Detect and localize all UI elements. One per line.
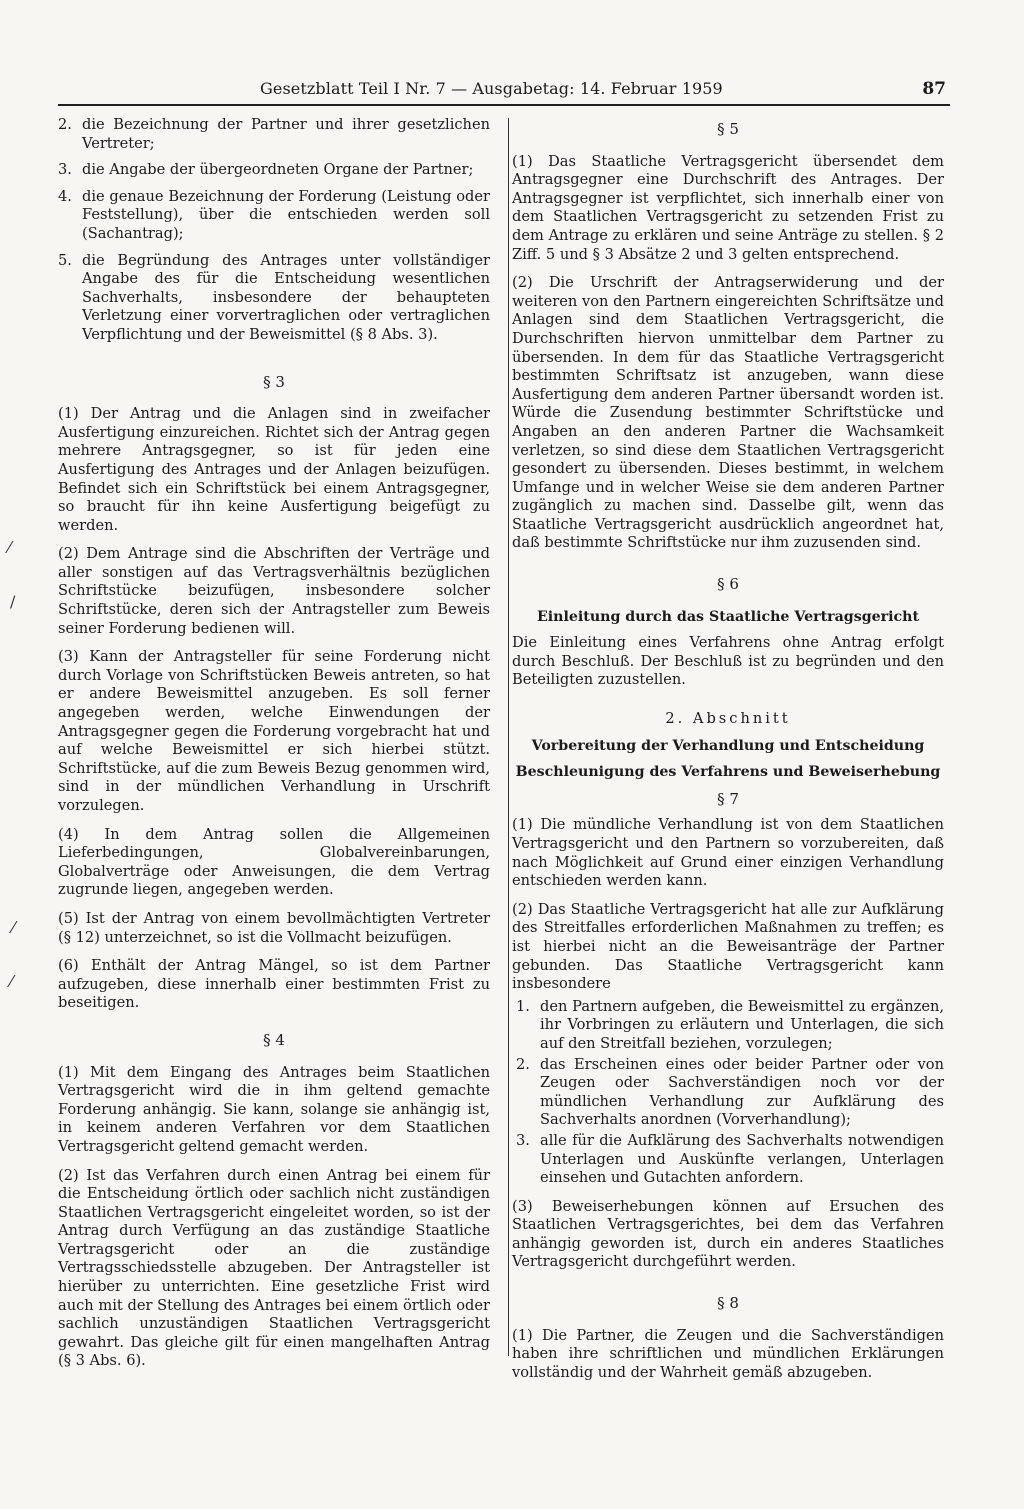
margin-tick-mark: / bbox=[10, 592, 16, 611]
paragraph: (3) Beweiserhebungen können auf Ersuchen des Staatlichen Vertragsgerichtes, bei dem das Verfahren anhängig geworden ist, durch ein anderes Staatliches Vertragsgericht durchgeführt werden. bbox=[512, 1197, 944, 1271]
header-rule bbox=[58, 104, 950, 106]
list-item: 1. den Partnern aufgeben, die Beweismittel zu ergänzen, ihr Vorbringen zu erläutern und Unterlagen, die sich auf den Streitfall beziehen, vorzulegen; bbox=[516, 997, 944, 1052]
margin-tick-mark: ⁄ bbox=[8, 538, 11, 557]
left-column bbox=[58, 116, 490, 1381]
paragraph: (1) Der Antrag und die Anlagen sind in zweifacher Ausfertigung einzureichen. Richtet sich der Antrag gegen mehrere Antragsgegner, so ist für jeden eine Ausfertigung des Antrages und der Anlagen beizufügen. Befindet sich ein Schriftstück bei einem Antragsgegner, so braucht für ihn keine Ausfertigung beigefügt zu werden. bbox=[58, 405, 490, 534]
right-column bbox=[512, 116, 944, 1392]
paragraph: Die Einleitung eines Verfahrens ohne Antrag erfolgt durch Beschluß. Der Beschluß ist zu begründen und den Beteiligten zuzustellen. bbox=[512, 634, 944, 689]
header-title: Gesetzblatt Teil I Nr. 7 — Ausgabetag: 14. Februar 1959 bbox=[260, 79, 723, 98]
list-item: 3. alle für die Aufklärung des Sachverhalts notwendigen Unterlagen und Auskünfte verlangen, Unterlagen einsehen und Gutachten anfordern. bbox=[516, 1131, 944, 1187]
page-number: 87 bbox=[922, 79, 946, 99]
list-item: 3. die Angabe der übergeordneten Organe der Partner; bbox=[58, 161, 474, 179]
paragraph: (3) Kann der Antragsteller für seine Forderung nicht durch Vorlage von Schriftstücken Beweis antreten, so hat er andere Beweismittel anzugeben. Es soll ferner angegeben werden, welche Einwendungen der Antragsgegner gegen die Forderung vorgebracht hat und auf welche Beweismittel er sich hierbei stützt. Schriftstücke, auf die zum Beweis Bezug genommen wird, sind in der mündlichen Verhandlung in Urschrift vorzulegen. bbox=[58, 648, 490, 814]
section-sign-8: § 8 bbox=[717, 1294, 739, 1313]
chapter-heading: Vorbereitung der Verhandlung und Entscheidung bbox=[531, 737, 925, 754]
paragraph: (2) Die Urschrift der Antragserwiderung und der weiteren von den Partnern eingereichten Schriftsätze und Anlagen sind dem Staatlichen Vertragsgericht, die Durchschriften hiervon unmittelbar dem Partner zu übersenden. In dem für das Staatliche Vertragsgericht bestimmten Schriftsatz ist anzugeben, wann diese Ausfertigung dem anderen Partner übersandt worden ist. Würde die Zusendung bestimmter Schriftstücke und Angaben an den anderen Partner die Wachsamkeit verletzen, so sind diese dem Staatlichen Vertragsgericht gesondert zu übersenden. Dieses bestimmt, in welchem Umfange und in welcher Weise sie dem anderen Partner zugänglich zu machen sind. Dasselbe gilt, wenn das Staatliche Vertragsgericht ausdrücklich angeordnet hat, daß bestimmte Schriftstücke nur ihm zuzusenden sind. bbox=[512, 274, 944, 552]
section-sign-7: § 7 bbox=[717, 789, 739, 808]
margin-tick-mark: ⁄ bbox=[10, 972, 13, 991]
list-item: 2. das Erscheinen eines oder beider Partner oder von Zeugen oder Sachverständigen noch vor der mündlichen Verhandlung zur Aufklärung des Sachverhalts anordnen (Vorverhandlung); bbox=[516, 1055, 944, 1129]
list-item: 5. die Begründung des Antrages unter vollständiger Angabe des für die Entscheidung wesentlichen Sachverhalts, insbesondere der behaupteten Verletzung einer vorvertraglichen oder vertraglichen Verpflichtung und der Beweismittel (§ 8 Abs. 3). bbox=[58, 251, 490, 343]
margin-tick-mark: ⁄ bbox=[12, 918, 15, 937]
paragraph: (5) Ist der Antrag von einem bevollmächtigten Vertreter (§ 12) unterzeichnet, so ist die Vollmacht beizufügen. bbox=[58, 909, 490, 946]
section-sign-5: § 5 bbox=[717, 120, 739, 138]
column-divider bbox=[508, 118, 509, 1356]
paragraph: (1) Die Partner, die Zeugen und die Sachverständigen haben ihre schriftlichen und mündlichen Erklärungen vollständig und der Wahrheit gemäß abzugeben. bbox=[512, 1326, 944, 1381]
list-item: 4. die genaue Bezeichnung der Forderung (Leistung oder Feststellung), über die entschieden werden soll (Sachantrag); bbox=[58, 187, 490, 242]
paragraph: (2) Dem Antrage sind die Abschriften der Verträge und aller sonstigen auf das Vertragsverhältnis bezüglichen Schriftstücke beizufügen, insbesondere solcher Schriftstücke, deren sich der Antragsteller zum Beweis seiner Forderung bedienen will. bbox=[58, 545, 490, 637]
paragraph: (2) Ist das Verfahren durch einen Antrag bei einem für die Entscheidung örtlich oder sachlich nicht zuständigen Staatlichen Vertragsgericht eingeleitet worden, so ist der Antrag durch Verfügung an das zuständige Staatliche Vertragsgericht oder an die zuständige Vertragsschiedsstelle abzugeben. Der Antragsteller ist hierüber zu unterrichten. Eine gesetzliche Frist wird auch mit der Stellung des Antrages bei einem örtlich oder sachlich unzuständigen Staatlichen Vertragsgericht gewahrt. Das gleiche gilt für einen mangelhaften Antrag (§ 3 Abs. 6). bbox=[58, 1166, 490, 1370]
chapter-label: 2. Abschnitt bbox=[665, 710, 791, 728]
list-item: 2. die Bezeichnung der Partner und ihrer gesetzlichen Vertreter; bbox=[58, 116, 490, 152]
paragraph: (1) Mit dem Eingang des Antrages beim Staatlichen Vertragsgericht wird die in ihm geltend gemachte Forderung anhängig. Sie kann, solange sie anhängig ist, in keinem anderen Verfahren vor dem Staatlichen Vertragsgericht geltend gemacht werden. bbox=[58, 1063, 490, 1155]
page-header bbox=[260, 76, 950, 102]
section-sign-3: § 3 bbox=[263, 372, 285, 391]
paragraph: (2) Das Staatliche Vertragsgericht hat alle zur Aufklärung des Streitfalles erforderlichen Maßnahmen zu treffen; es ist hierbei nicht an die Beweisanträge der Partner gebunden. Das Staatliche Vertragsgericht kann insbesondere bbox=[512, 900, 944, 993]
chapter-subheading: Beschleunigung des Verfahrens und Beweiserhebung bbox=[515, 764, 941, 781]
section-sign-4: § 4 bbox=[263, 1030, 285, 1049]
section-heading: Einleitung durch das Staatliche Vertragsgericht bbox=[536, 608, 920, 625]
section-sign-6: § 6 bbox=[717, 575, 739, 594]
paragraph: (6) Enthält der Antrag Mängel, so ist dem Partner aufzugeben, diese innerhalb einer bestimmten Frist zu beseitigen. bbox=[58, 957, 490, 1012]
paragraph: (1) Das Staatliche Vertragsgericht übersendet dem Antragsgegner eine Durchschrift des Antrages. Der Antragsgegner ist verpflichtet, sich innerhalb einer von dem Staatlichen Vertragsgericht zu setzenden Frist zu dem Antrage zu erklären und seine Anträge zu stellen. § 2 Ziff. 5 und § 3 Absätze 2 und 3 gelten entsprechend. bbox=[512, 152, 944, 263]
paragraph: (1) Die mündliche Verhandlung ist von dem Staatlichen Vertragsgericht und den Partnern so vorzubereiten, daß nach Möglichkeit auf Grund einer einzigen Verhandlung entschieden werden kann. bbox=[512, 816, 944, 890]
paragraph: (4) In dem Antrag sollen die Allgemeinen Lieferbedingungen, Globalvereinbarungen, Globalverträge oder Anweisungen, die dem Vertrag zugrunde liegen, angegeben werden. bbox=[58, 825, 490, 899]
